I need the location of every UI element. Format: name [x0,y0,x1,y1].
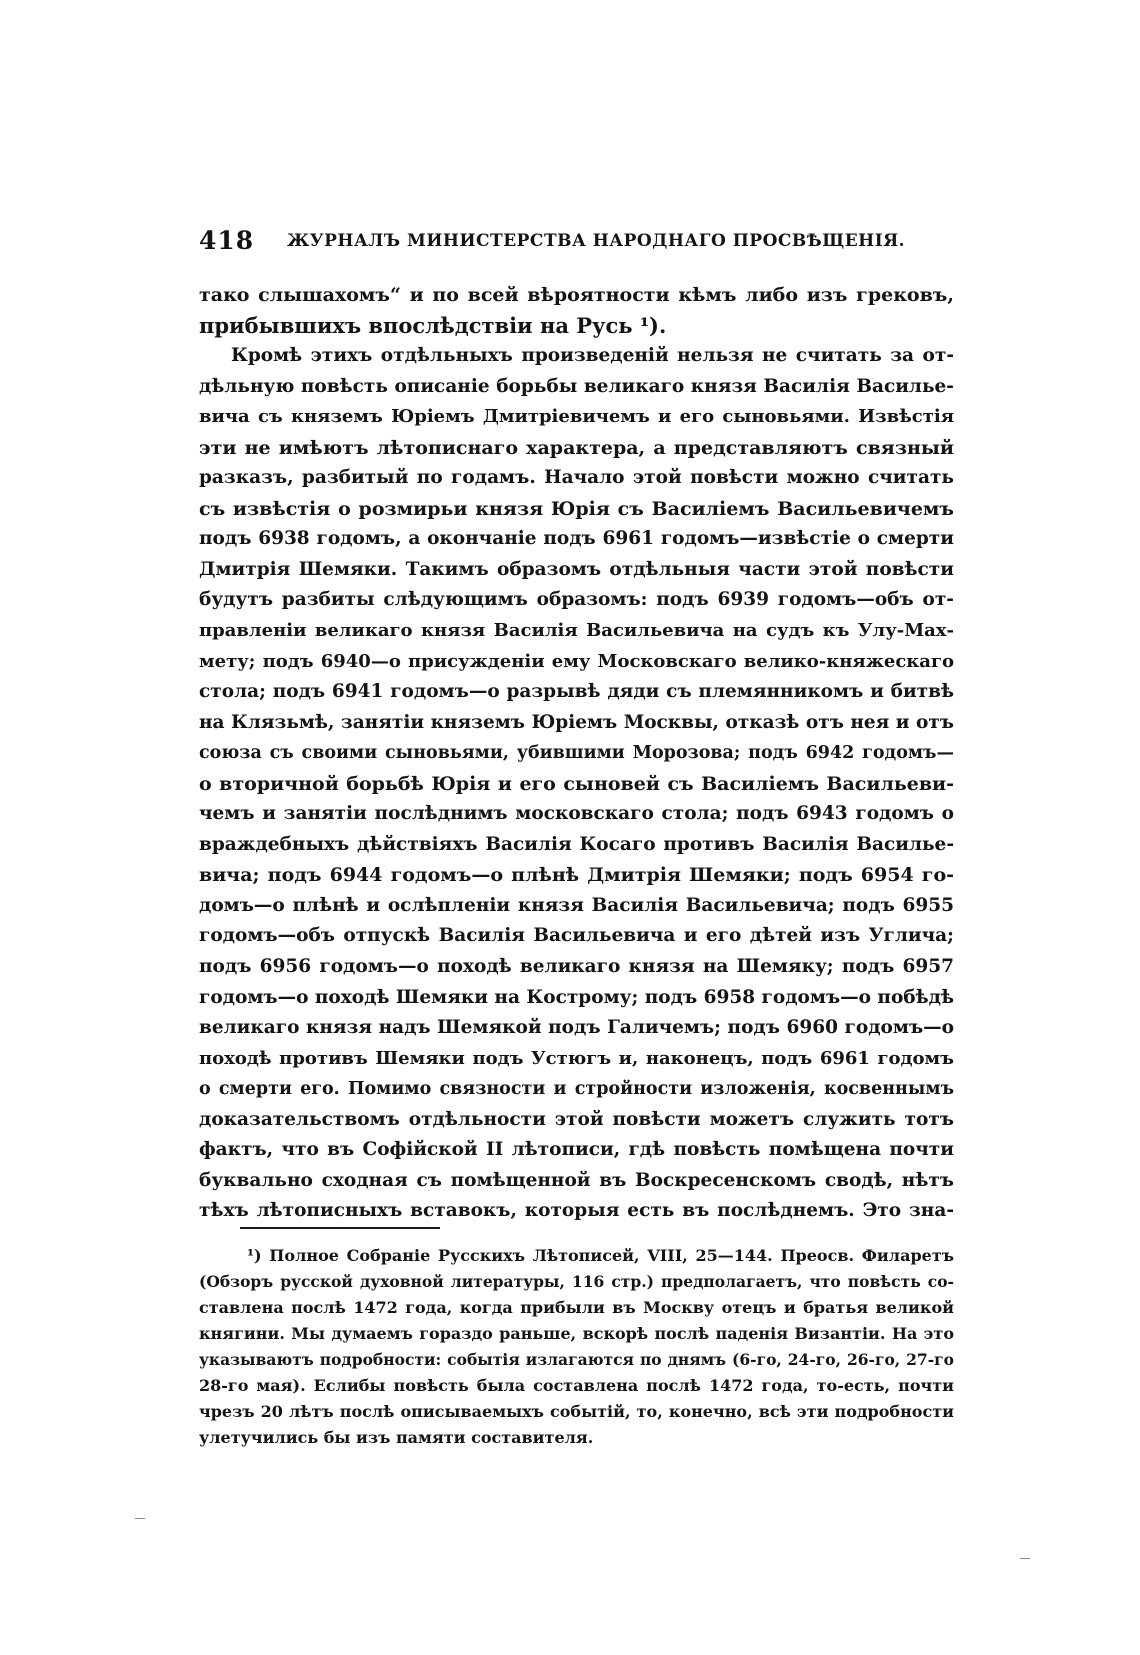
body-text [199,280,954,1227]
footnote-line: улетучились бы изъ памяти составителя. [199,1428,594,1447]
body-line: фактъ, что въ Софійской II лѣтописи, гдѣ повѣсть помѣщена почти [199,1139,954,1161]
footnote-line: княгини. Мы думаемъ гораздо раньше, вскорѣ послѣ паденія Византіи. На это [199,1324,954,1343]
body-line: эти не имѣютъ лѣтописнаго характера, а представляютъ связный [199,436,954,459]
body-line: чемъ и занятіи послѣднимъ московскаго стола; подъ 6943 годомъ о [199,803,954,825]
body-line: мету; подъ 6940—о присужденіи ему Московскаго велико-княжескаго [199,650,954,672]
body-line: вича; подъ 6944 годомъ—о плѣнѣ Дмитрія Шемяки; подъ 6954 го- [199,864,954,887]
body-line: прибывшихъ впослѣдствіи на Русь ¹). [199,312,667,338]
body-line: о смерти его. Помимо связности и стройности изложенія, косвеннымъ [199,1079,954,1100]
body-line: тѣхъ лѣтописныхъ вставокъ, которыя есть въ послѣднемъ. Это зна- [199,1200,954,1222]
page-header [199,226,959,262]
footnote-divider [240,1227,440,1229]
footnote-line: чрезъ 20 лѣтъ послѣ описываемыхъ событій, то, конечно, всѣ эти подробности [199,1402,954,1421]
body-line: подъ 6938 годомъ, а окончаніе подъ 6961 годомъ—извѣстіе о смерти [199,528,954,550]
body-line: съ извѣстія о розмирьи князя Юрія съ Василіемъ Васильевичемъ [199,497,954,520]
footnote-line: ¹) Полное Собраніе Русскихъ Лѣтописей, VIII, 25—144. Преосв. Филаретъ [247,1246,954,1265]
body-line: враждебныхъ дѣйствіяхъ Василія Косаго противъ Василія Василье- [199,833,954,855]
body-line: правленіи великаго князя Василія Васильевича на судъ къ Улу-Мах- [199,620,954,642]
body-line: домъ—о плѣнѣ и ослѣпленіи князя Василія Васильевича; подъ 6955 [199,894,954,916]
page-number: 418 [199,226,255,255]
footnote-line: (Обзоръ русской духовной литературы, 116 стр.) предполагаетъ, что повѣсть со- [199,1272,954,1291]
body-line: тако слышахомъ“ и по всей вѣроятности кѣмъ либо изъ грековъ, [199,284,954,306]
body-line: годомъ—объ отпускѣ Василія Васильевича и его дѣтей изъ Углича; [199,925,954,947]
body-line: о вторичной борьбѣ Юрія и его сыновей съ Василіемъ Васильеви- [199,772,954,795]
running-title: ЖУРНАЛЪ МИНИСТЕРСТВА НАРОДНАГО ПРОСВѢЩЕНІЯ. [287,231,906,251]
body-line: союза съ своими сыновьями, убившими Морозова; подъ 6942 годомъ— [199,743,954,764]
footnote-line: ставлена послѣ 1472 года, когда прибыли въ Москву отецъ и братья великой [199,1298,954,1317]
body-line: Кромѣ этихъ отдѣльныхъ произведеній нельзя не считать за от- [231,345,954,367]
body-line: будутъ разбиты слѣдующимъ образомъ: подъ 6939 годомъ—объ от- [199,589,954,611]
body-line: Дмитрія Шемяки. Такимъ образомъ отдѣльныя части этой повѣсти [199,558,954,580]
body-line: дѣльную повѣсть описаніе борьбы великаго князя Василія Василье- [199,375,954,397]
body-line: буквально сходная съ помѣщенной въ Воскресенскомъ сводѣ, нѣтъ [199,1169,954,1191]
body-line: годомъ—о походѣ Шемяки на Кострому; подъ 6958 годомъ—о побѣдѣ [199,986,954,1008]
scan-mark [1020,1558,1030,1559]
body-line: доказательствомъ отдѣльности этой повѣсти можетъ служить тотъ [199,1108,954,1130]
body-line: великаго князя надъ Шемякой подъ Галичемъ; подъ 6960 годомъ—о [199,1017,954,1039]
footnotes [199,1243,954,1451]
body-line: походѣ противъ Шемяки подъ Устюгъ и, наконецъ, подъ 6961 годомъ [199,1047,954,1069]
body-line: вича съ княземъ Юріемъ Дмитріевичемъ и его сыновьями. Извѣстія [199,406,954,428]
scan-mark [135,1518,145,1519]
footnote-line: 28-го мая). Еслибы повѣсть была составлена послѣ 1472 года, то-есть, почти [199,1376,954,1395]
body-line: на Клязьмѣ, занятіи княземъ Юріемъ Москвы, отказѣ отъ нея и отъ [199,711,954,733]
body-line: подъ 6956 годомъ—о походѣ великаго князя на Шемяку; подъ 6957 [199,956,954,978]
footnote-line: указываютъ подробности: событія излагаются по днямъ (6-го, 24-го, 26-го, 27-го [199,1350,954,1369]
body-line: стола; подъ 6941 годомъ—о разрывѣ дяди съ племянникомъ и битвѣ [199,681,954,703]
body-line: разказъ, разбитый по годамъ. Начало этой повѣсти можно считать [199,467,954,489]
